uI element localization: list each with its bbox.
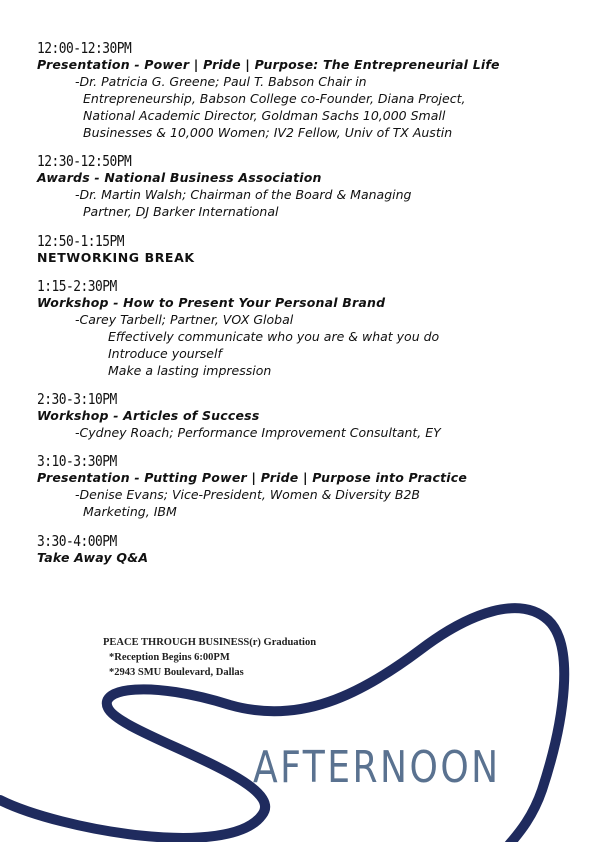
afternoon-banner: AFTERNOON [253, 742, 501, 793]
session-6 [37, 453, 467, 520]
session-time: 12:30-12:50PM [37, 152, 132, 170]
session-time: 3:30-4:00PM [37, 532, 117, 550]
speaker-line: -Denise Evans; Vice-President, Women & Diversity B2B [75, 487, 420, 502]
session-title: Presentation - Power | Pride | Purpose: The Entrepreneurial Life [37, 57, 500, 72]
speaker-line: Businesses & 10,000 Women; IV2 Fellow, Univ of TX Austin [83, 125, 453, 140]
graduation-event: PEACE THROUGH BUSINESS(r) Graduation [103, 637, 317, 648]
speaker-line: National Academic Director, Goldman Sachs 10,000 Small [83, 108, 446, 123]
session-title: Awards - National Business Association [37, 170, 322, 185]
speaker-line: Marketing, IBM [83, 504, 177, 519]
session-title: Workshop - How to Present Your Personal Brand [37, 295, 386, 310]
session-time: 3:10-3:30PM [37, 452, 117, 470]
speaker-line: Entrepreneurship, Babson College co-Founder, Diana Project, [83, 91, 466, 106]
session-4 [37, 278, 439, 379]
session-time: 2:30-3:10PM [37, 390, 117, 408]
session-title: Presentation - Putting Power | Pride | Purpose into Practice [37, 470, 468, 485]
workshop-point: Make a lasting impression [108, 363, 272, 378]
session-title: Workshop - Articles of Success [37, 408, 260, 423]
speaker-line: -Dr. Martin Walsh; Chairman of the Board & Managing [75, 187, 412, 202]
session-time: 12:00-12:30PM [37, 39, 132, 57]
session-5 [37, 391, 441, 441]
session-7 [37, 533, 148, 566]
speaker-line: -Cydney Roach; Performance Improvement Consultant, EY [75, 425, 441, 440]
session-1 [37, 40, 500, 141]
speaker-line: -Dr. Patricia G. Greene; Paul T. Babson Chair in [75, 74, 367, 89]
session-2 [37, 153, 411, 220]
session-3 [37, 233, 195, 266]
workshop-point: Effectively communicate who you are & what you do [108, 329, 440, 344]
speaker-line: -Carey Tarbell; Partner, VOX Global [75, 312, 294, 327]
reception-time: *Reception Begins 6:00PM [109, 652, 230, 663]
session-title: Take Away Q&A [37, 550, 149, 565]
graduation-info [103, 635, 316, 680]
speaker-line: Partner, DJ Barker International [83, 204, 279, 219]
session-time: 1:15-2:30PM [37, 277, 117, 295]
workshop-point: Introduce yourself [108, 346, 222, 361]
venue-address: *2943 SMU Boulevard, Dallas [109, 667, 244, 678]
session-title: NETWORKING BREAK [37, 250, 195, 265]
session-time: 12:50-1:15PM [37, 232, 125, 250]
